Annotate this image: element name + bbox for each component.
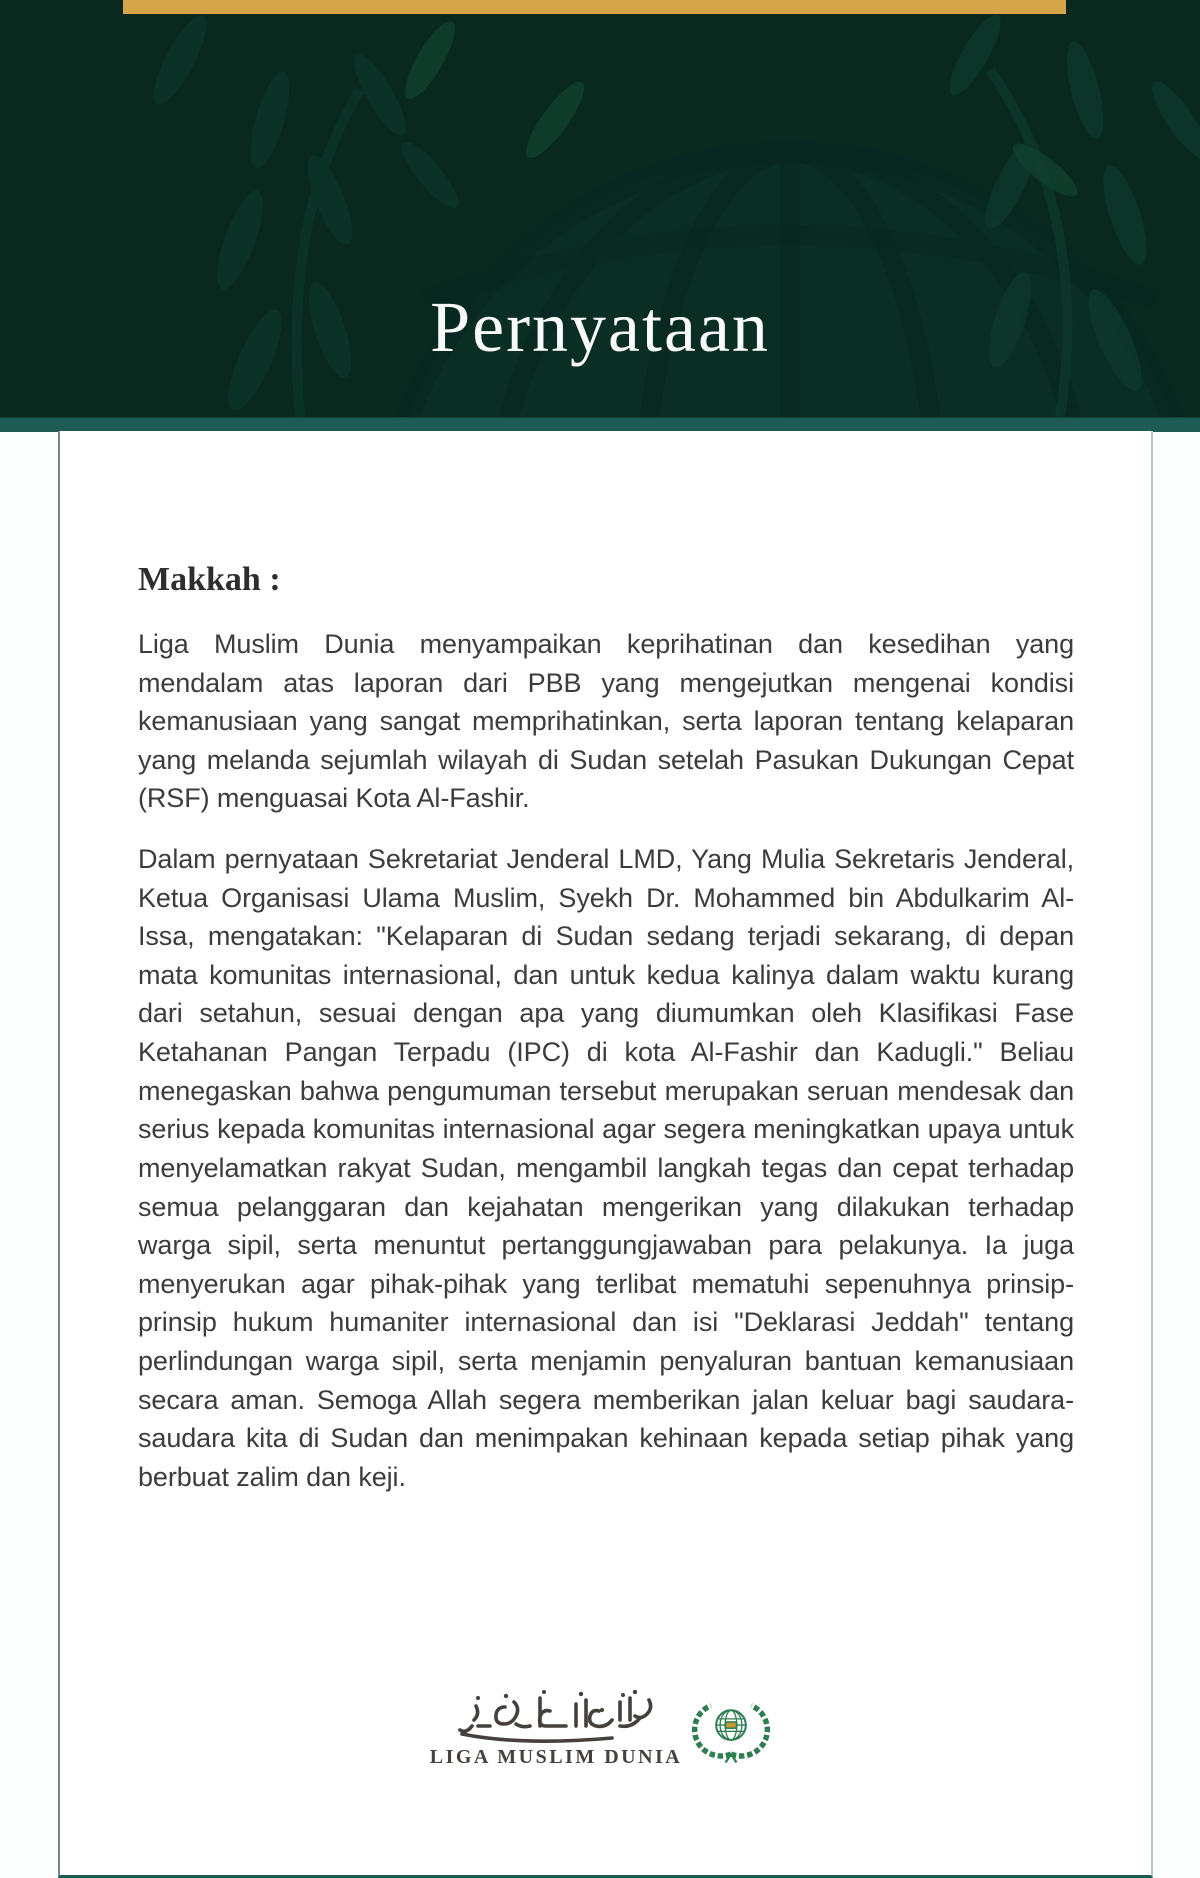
logo-text-column <box>430 1688 683 1769</box>
page-title: Pernyataan <box>430 287 770 367</box>
statement-paragraph-2: Dalam pernyataan Sekretariat Jenderal LMD, Yang Mulia Sekretaris Jenderal, Ketua Organisasi Ulama Muslim, Syekh Dr. Mohammed bin Abdulkarim Al-Issa, mengatakan: "Kelaparan di Sudan sedang terjadi sekarang, di depan mata komunitas internasional, dan untuk kedua kalinya dalam waktu kurang dari setahun, sesuai dengan apa yang diumumkan oleh Klasifikasi Fase Ketahanan Pangan Terpadu (IPC) di kota Al-Fashir dan Kadugli." Beliau menegaskan bahwa pengumuman tersebut merupakan seruan mendesak dan serius kepada komunitas internasional agar segera meningkatkan upaya untuk menyelamatkan rakyat Sudan, mengambil langkah tegas dan cepat terhadap semua pelanggaran dan kejahatan mengerikan yang dilakukan terhadap warga sipil, serta menuntut pertanggungjawaban para pelakunya. Ia juga menyerukan agar pihak-pihak yang terlibat mematuhi sepenuhnya prinsip-prinsip hukum humaniter internasional dan isi "Deklarasi Jeddah" tentang perlindungan warga sipil, serta menjamin penyaluran bantuan kemanusiaan secara aman. Semoga Allah segera memberikan jalan keluar bagi saudara-saudara kita di Sudan dan menimpakan kehinaan kepada setiap pihak yang berbuat zalim dan keji. <box>138 844 1074 1492</box>
divider-band <box>0 417 1200 432</box>
location-heading: Makkah : <box>138 561 281 598</box>
header-banner <box>0 0 1200 417</box>
arabic-calligraphy-icon <box>454 1688 659 1744</box>
statement-body <box>138 625 1074 1496</box>
statement-card <box>58 431 1153 1878</box>
org-wordmark: LIGA MUSLIM DUNIA <box>429 1746 683 1768</box>
gold-accent-bar <box>123 0 1066 14</box>
mwl-globe-emblem-icon <box>692 1690 770 1768</box>
statement-paragraph-1: Liga Muslim Dunia menyampaikan keprihatinan dan kesedihan yang mendalam atas laporan dari PBB yang mengejutkan mengenai kondisi kemanusiaan yang sangat memprihatinkan, serta laporan tentang kelaparan yang melanda sejumlah wilayah di Sudan setelah Pasukan Dukungan Cepat (RSF) menguasai Kota Al-Fashir. <box>138 629 1074 814</box>
footer-logo <box>0 1688 1200 1769</box>
